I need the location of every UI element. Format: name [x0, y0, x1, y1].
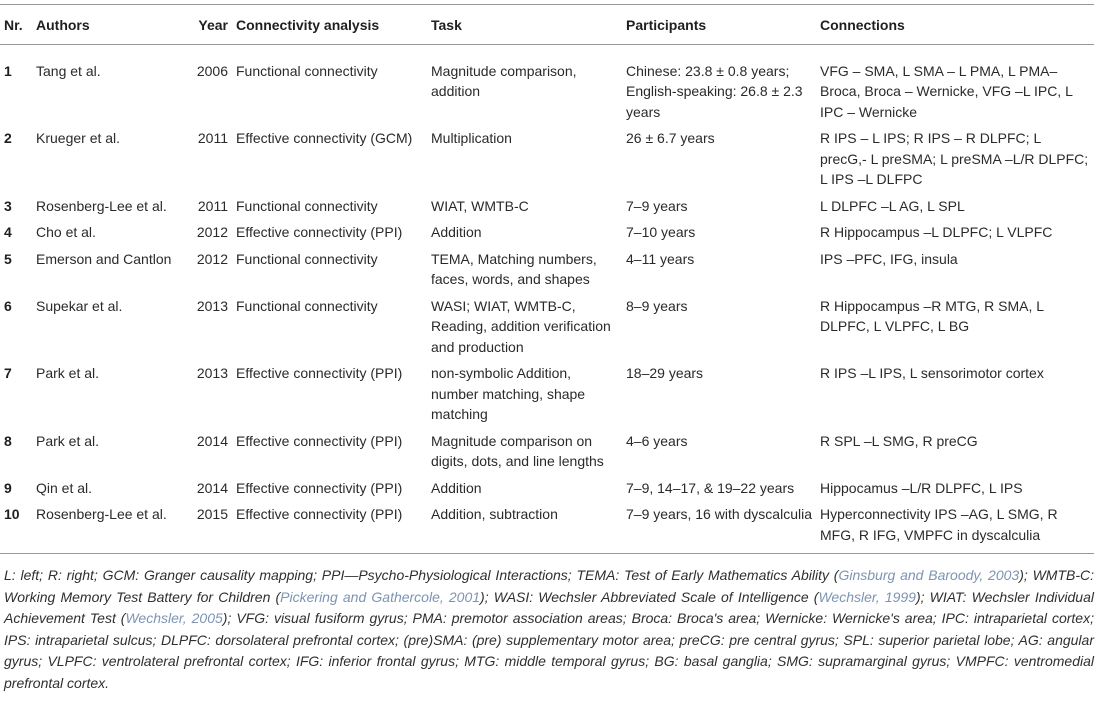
- cell-nr: 9: [4, 479, 12, 496]
- cell-nr: 7: [4, 365, 12, 381]
- citation-link[interactable]: Ginsburg and Baroody, 2003: [838, 567, 1020, 583]
- footnote-text: ); VFG: visual fusiform gyrus; PMA: premotor association areas; Broca: Broca's area; Wernicke: Wernicke's area; IPC: intraparietal cortex; IPS: intraparietal sulcus; DLPFC: dorsolateral prefrontal cortex; (pre)SMA: (pre) supplementary motor area; preCG: pre central gyrus; SPL: superior parietal lobe; AG: angular gyrus; VLPFC: ventrolateral prefrontal cortex; IFG: inferior frontal gyrus; MTG: middle temporal gyrus; BG: basal ganglia; SMG: supramarginal gyrus; VMPFC: ventromedial prefrontal cortex.: [4, 610, 1094, 691]
- cell-task: non-symbolic Addition, number matching, shape matching: [431, 365, 586, 422]
- cell-connections: VFG – SMA, L SMA – L PMA, L PMA– Broca, Broca – Wernicke, VFG –L IPC, L IPC – Wernicke: [820, 62, 1073, 120]
- cell-connections: R IPS – L IPS; R IPS – R DLPFC; L precG,- L preSMA; L preSMA –L/R DLPFC; L IPS –L DLFPC: [820, 130, 1089, 187]
- cell-participants: 4–11 years: [626, 250, 695, 267]
- cell-year: 2012: [196, 250, 228, 267]
- table-row: [0, 360, 1094, 428]
- cell-nr: 5: [4, 250, 12, 267]
- cell-year: 2011: [197, 130, 228, 146]
- table-row: [0, 475, 1094, 502]
- cell-participants: 7–9 years, 16 with dyscalculia: [626, 506, 812, 522]
- cell-authors: Rosenberg-Lee et al.: [36, 506, 167, 522]
- cell-nr: 3: [4, 197, 12, 214]
- cell-authors: Park et al.: [36, 432, 100, 449]
- cell-year: 2015: [196, 506, 228, 522]
- cell-connections: Hippocamus –L/R DLPFC, L IPS: [820, 479, 1023, 496]
- citation-link[interactable]: Wechsler, 2005: [125, 610, 223, 627]
- cell-nr: 4: [4, 224, 12, 240]
- cell-task: Addition, subtraction: [431, 506, 558, 522]
- cell-connections: R Hippocampus –R MTG, R SMA, L DLPFC, L VLPFC, L BG: [820, 297, 1044, 334]
- citation-link[interactable]: Wechsler, 1999: [818, 588, 916, 605]
- cell-participants: 7–9 years: [626, 197, 688, 214]
- cell-nr: 6: [4, 297, 12, 314]
- cell-participants: 4–6 years: [626, 432, 688, 449]
- header-task: Task: [431, 17, 462, 33]
- table-row: [0, 193, 1094, 220]
- cell-authors: Park et al.: [36, 365, 100, 381]
- cell-connectivity: Functional connectivity: [236, 297, 378, 314]
- cell-connections: R Hippocampus –L DLPFC; L VLPFC: [820, 224, 1053, 240]
- cell-connections: R SPL –L SMG, R preCG: [820, 432, 978, 449]
- cell-task: Addition: [431, 224, 482, 240]
- cell-connectivity: Functional connectivity: [236, 197, 378, 214]
- cell-nr: 8: [4, 432, 12, 449]
- cell-year: 2012: [196, 224, 228, 240]
- cell-nr: 1: [4, 62, 12, 79]
- cell-participants: 8–9 years: [626, 297, 688, 314]
- cell-authors: Qin et al.: [36, 479, 93, 496]
- cell-connectivity: Effective connectivity (PPI): [236, 432, 403, 449]
- header-authors: Authors: [36, 17, 90, 33]
- cell-year: 2014: [196, 432, 228, 449]
- cell-task: Multiplication: [431, 130, 512, 146]
- cell-nr: 10: [4, 506, 20, 522]
- table-row: [0, 125, 1094, 193]
- table-footnote: [4, 565, 1094, 695]
- cell-participants: 26 ± 6.7 years: [626, 130, 715, 146]
- cell-connections: R IPS –L IPS, L sensorimotor cortex: [820, 365, 1044, 381]
- table-row: [0, 293, 1094, 361]
- header-connectivity: Connectivity analysis: [236, 17, 380, 33]
- cell-connectivity: Effective connectivity (PPI): [236, 224, 403, 240]
- table-header-row: [0, 5, 1094, 45]
- cell-connections: IPS –PFC, IFG, insula: [820, 250, 958, 267]
- footnote-text: ); WMTB-C: Working Memory Test Battery for Children (: [4, 567, 1095, 605]
- cell-year: 2013: [196, 297, 228, 314]
- footnote-text: L: left; R: right; GCM: Granger causality mapping; PPI—Psycho-Physiological Interactions; TEMA: Test of Early Mathematics Ability (: [4, 567, 839, 583]
- cell-connectivity: Effective connectivity (PPI): [236, 506, 403, 522]
- cell-year: 2011: [197, 197, 228, 214]
- cell-year: 2014: [196, 479, 228, 496]
- cell-connections: L DLPFC –L AG, L SPL: [820, 197, 965, 214]
- cell-task: WASI; WIAT, WMTB-C, Reading, addition verification and production: [431, 297, 611, 355]
- table-row: [0, 501, 1094, 554]
- cell-authors: Cho et al.: [36, 224, 96, 240]
- cell-participants: 7–10 years: [626, 224, 696, 240]
- cell-task: Magnitude comparison on digits, dots, and line lengths: [431, 432, 604, 469]
- cell-connectivity: Effective connectivity (PPI): [236, 365, 403, 381]
- cell-participants: 7–9, 14–17, & 19–22 years: [626, 479, 795, 496]
- table-row: [0, 44, 1094, 125]
- cell-year: 2006: [196, 62, 228, 79]
- cell-connectivity: Functional connectivity: [236, 62, 378, 79]
- footnote-text: ); WASI: Wechsler Abbreviated Scale of Intelligence (: [480, 588, 819, 605]
- cell-connectivity: Functional connectivity: [236, 250, 378, 267]
- header-participants: Participants: [626, 17, 707, 33]
- cell-connectivity: Effective connectivity (GCM): [236, 130, 413, 146]
- cell-task: Magnitude comparison, addition: [431, 62, 577, 99]
- cell-participants: Chinese: 23.8 ± 0.8 years; English-speaking: 26.8 ± 2.3 years: [626, 62, 803, 120]
- cell-task: WIAT, WMTB-C: [431, 197, 529, 214]
- header-nr: Nr.: [4, 17, 23, 33]
- cell-authors: Rosenberg-Lee et al.: [36, 197, 167, 214]
- citation-link[interactable]: Pickering and Gathercole, 2001: [280, 588, 481, 605]
- footnote-text: ); WIAT: Wechsler Individual Achievement Test (: [4, 588, 1094, 627]
- header-year: Year: [198, 17, 228, 33]
- cell-connections: Hyperconnectivity IPS –AG, L SMG, R MFG, R IFG, VMPFC in dyscalculia: [820, 506, 1058, 543]
- cell-authors: Emerson and Cantlon: [36, 250, 172, 267]
- cell-year: 2013: [196, 365, 228, 381]
- cell-authors: Tang et al.: [36, 62, 101, 79]
- cell-nr: 2: [4, 130, 12, 146]
- cell-participants: 18–29 years: [626, 365, 704, 381]
- table-row: [0, 246, 1094, 293]
- cell-connectivity: Effective connectivity (PPI): [236, 479, 403, 496]
- connectivity-studies-table: [0, 4, 1094, 554]
- table-row: [0, 219, 1094, 246]
- cell-task: TEMA, Matching numbers, faces, words, and shapes: [431, 250, 597, 287]
- cell-authors: Supekar et al.: [36, 297, 123, 314]
- header-connections: Connections: [820, 17, 905, 33]
- table-row: [0, 428, 1094, 475]
- cell-task: Addition: [431, 479, 482, 496]
- cell-authors: Krueger et al.: [36, 130, 121, 146]
